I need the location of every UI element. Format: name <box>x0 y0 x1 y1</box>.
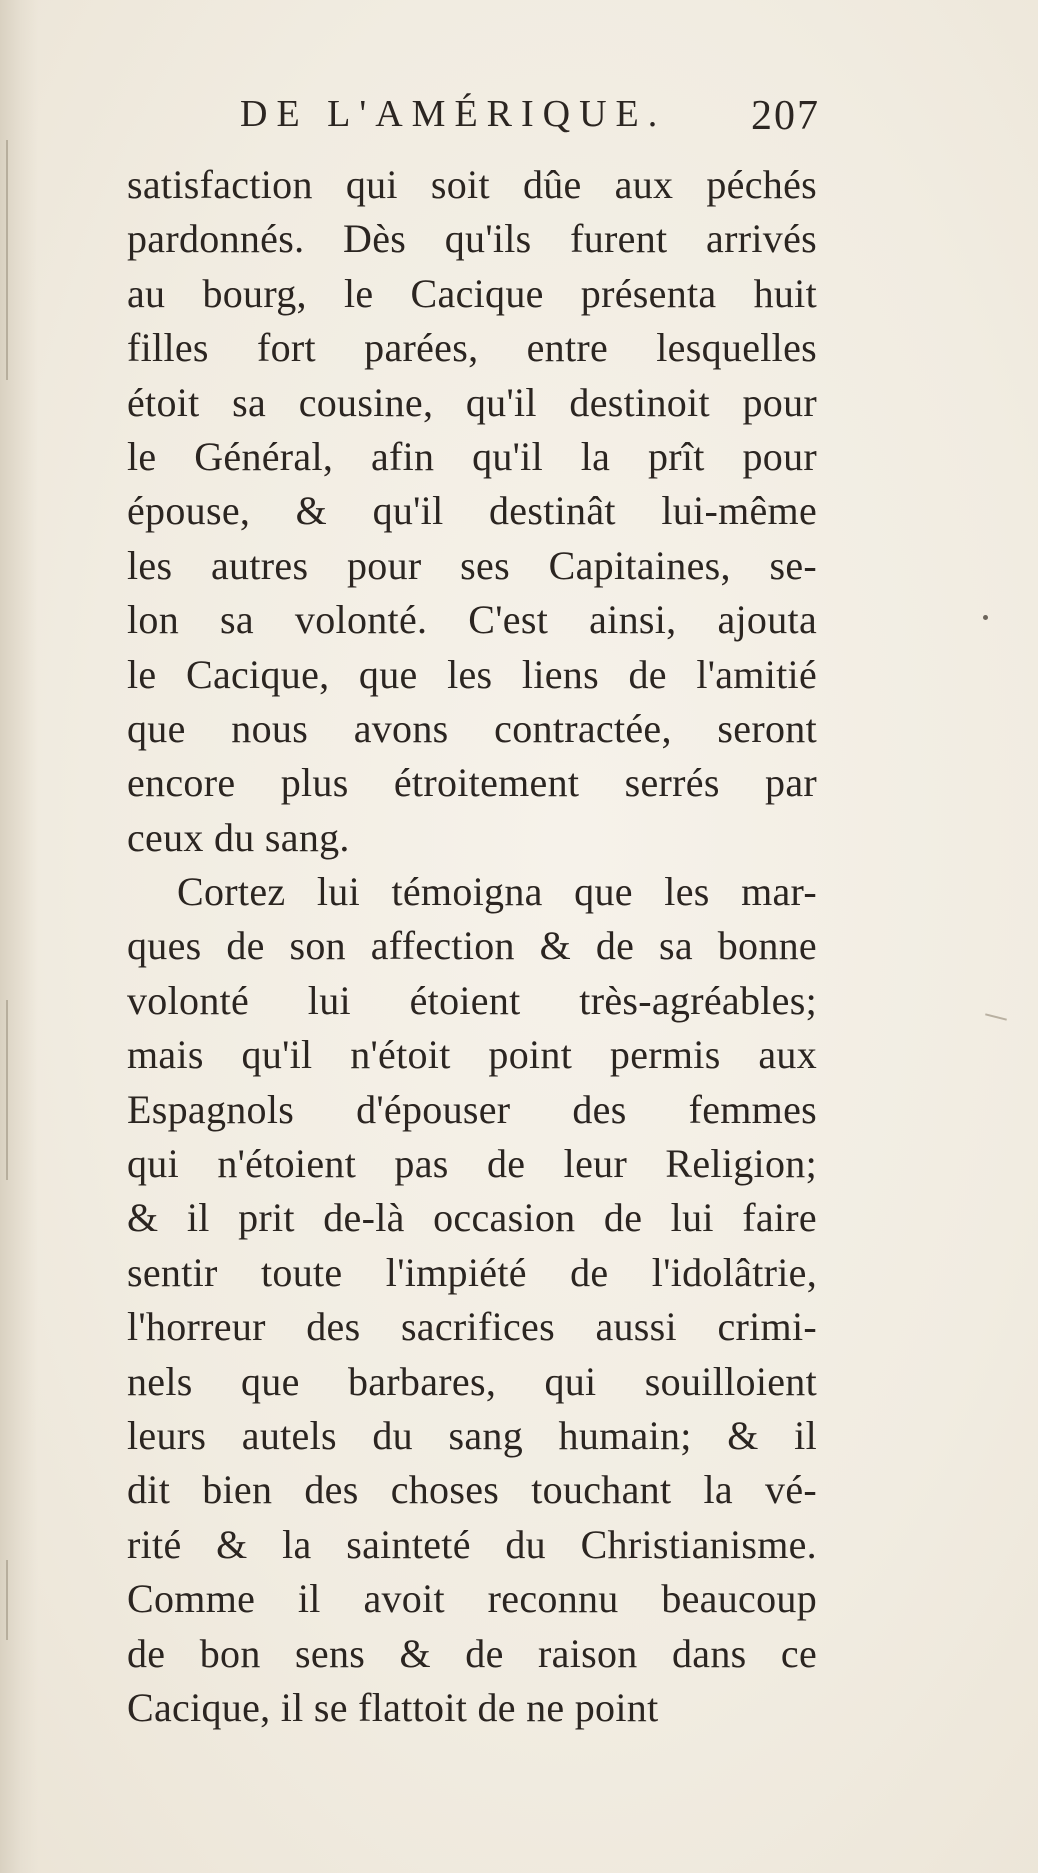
text-line: de bon sens & de raison dans ce <box>127 1630 817 1676</box>
text-line: sentir toute l'impiété de l'idolâtrie, <box>127 1249 817 1295</box>
text-line: dit bien des choses touchant la vé- <box>127 1467 817 1513</box>
paper-speck <box>983 615 988 620</box>
text-line: que nous avons contractée, seront <box>127 705 817 751</box>
text-line: Espagnols d'épouser des femmes <box>127 1086 817 1132</box>
text-line: qui n'étoient pas de leur Religion; <box>127 1141 817 1187</box>
text-line: l'horreur des sacrifices aussi crimi- <box>127 1304 817 1350</box>
gutter-line <box>6 1560 8 1640</box>
text-line: épouse, & qu'il destinât lui-même <box>127 488 817 534</box>
text-line: rité & la sainteté du Christianisme. <box>127 1521 817 1567</box>
text-line: volonté lui étoient très-agréables; <box>127 977 817 1023</box>
gutter-line <box>6 1000 8 1180</box>
text-line: étoit sa cousine, qu'il destinoit pour <box>127 379 817 425</box>
gutter-line <box>6 140 8 380</box>
paragraph-start-line: Cortez lui témoigna que les mar- <box>177 869 817 915</box>
text-line: mais qu'il n'étoit point permis aux <box>127 1032 817 1078</box>
text-line: nels que barbares, qui souilloient <box>127 1358 817 1404</box>
text-line: filles fort parées, entre lesquelles <box>127 325 817 371</box>
text-line: le Général, afin qu'il la prît pour <box>127 433 817 479</box>
text-line: satisfaction qui soit dûe aux péchés <box>127 162 817 207</box>
running-head <box>240 92 820 142</box>
paper-mark <box>985 1013 1007 1020</box>
text-line: leurs autels du sang humain; & il <box>127 1412 817 1458</box>
text-line: Cacique, il se flattoit de ne point <box>127 1684 659 1730</box>
text-line: encore plus étroitement serrés par <box>127 760 817 806</box>
text-line: les autres pour ses Capitaines, se- <box>127 542 817 588</box>
page-number: 207 <box>751 93 820 139</box>
text-line: le Cacique, que les liens de l'amitié <box>127 651 817 697</box>
text-line: pardonnés. Dès qu'ils furent arrivés <box>127 216 817 262</box>
text-line: au bourg, le Cacique présenta huit <box>127 270 817 316</box>
running-head-title: DE L'AMÉRIQUE. <box>240 93 667 135</box>
body-text <box>127 158 817 1735</box>
text-line: ceux du sang. <box>127 814 350 860</box>
text-line: Comme il avoit reconnu beaucoup <box>127 1576 817 1622</box>
text-line: ques de son affection & de sa bonne <box>127 923 817 969</box>
text-line: & il prit de-là occasion de lui faire <box>127 1195 817 1241</box>
text-line: lon sa volonté. C'est ainsi, ajouta <box>127 597 817 643</box>
